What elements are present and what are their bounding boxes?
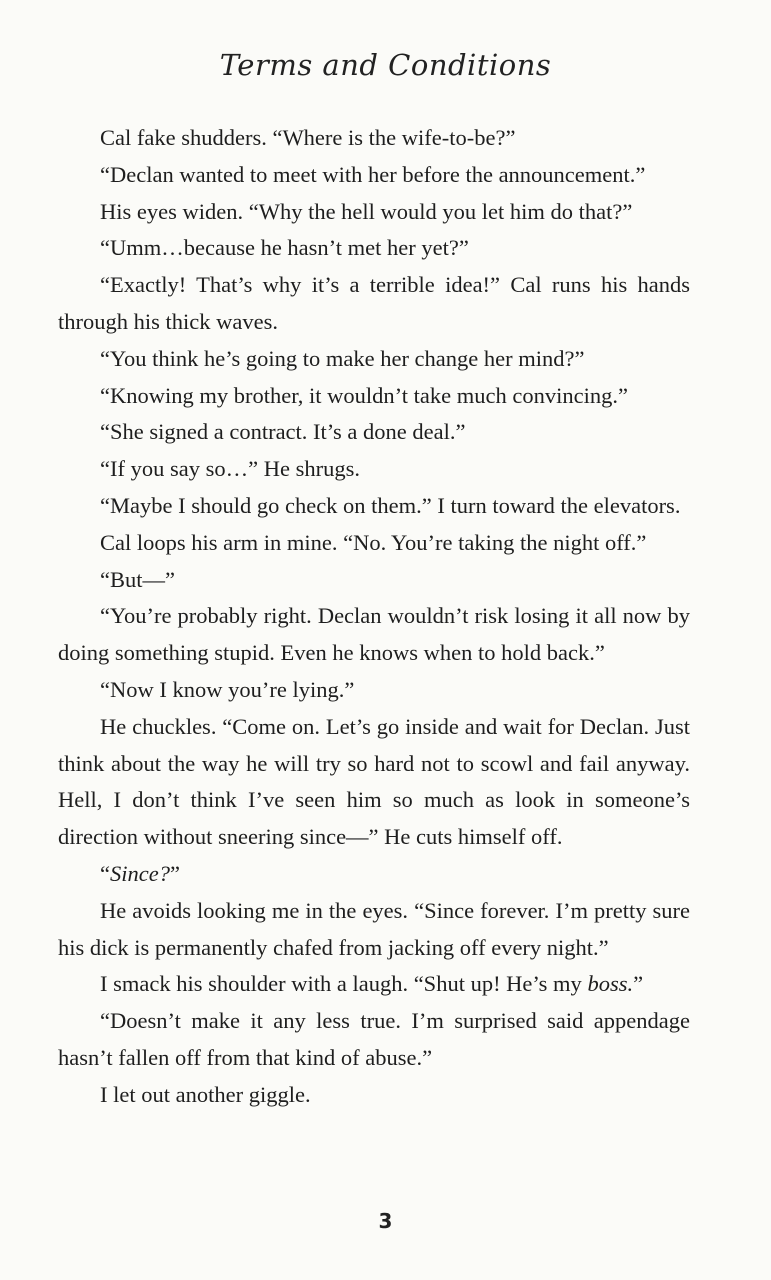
paragraph-since bbox=[58, 856, 690, 893]
paragraph: “Declan wanted to meet with her before the announcement.” bbox=[100, 161, 646, 187]
paragraph: He chuckles. “Come on. Let’s go inside and wait for Declan. Just think about the way he will try so hard not to scowl and fail anyway. Hell, I don’t think I’ve seen him so much as look in someone’s direction without sneering since—” He cuts himself off. bbox=[58, 713, 690, 850]
boss-close-quote: ” bbox=[633, 971, 644, 997]
boss-line-text: I smack his shoulder with a laugh. “Shut up! He’s my bbox=[100, 971, 588, 997]
paragraph: “She signed a contract. It’s a done deal.” bbox=[100, 419, 466, 445]
paragraph: “Doesn’t make it any less true. I’m surprised said appendage hasn’t fallen off from that kind of abuse.” bbox=[58, 1008, 690, 1070]
paragraph: He avoids looking me in the eyes. “Since forever. I’m pretty sure his dick is permanently chafed from jacking off every night.” bbox=[58, 897, 690, 960]
paragraph: “Exactly! That’s why it’s a terrible idea!” Cal runs his hands through his thick waves. bbox=[58, 272, 690, 334]
paragraph: “Knowing my brother, it wouldn’t take much convincing.” bbox=[100, 382, 628, 408]
paragraph: His eyes widen. “Why the hell would you let him do that?” bbox=[100, 198, 633, 224]
paragraph: “If you say so…” He shrugs. bbox=[100, 456, 360, 482]
boss-emphasis: boss. bbox=[587, 971, 634, 997]
paragraph: “You’re probably right. Declan wouldn’t risk losing it all now by doing something stupid. Even he knows when to hold back.” bbox=[58, 603, 690, 666]
page-number: 3 bbox=[378, 1209, 393, 1233]
paragraph: Cal loops his arm in mine. “No. You’re taking the night off.” bbox=[100, 529, 647, 555]
paragraph: “But—” bbox=[100, 566, 175, 592]
paragraph: “Now I know you’re lying.” bbox=[100, 676, 355, 702]
body-text bbox=[58, 120, 690, 1114]
paragraph-boss bbox=[58, 966, 690, 1003]
paragraph: I let out another giggle. bbox=[100, 1081, 311, 1107]
since-open-quote: “ bbox=[100, 860, 110, 886]
paragraph: “Maybe I should go check on them.” I turn toward the elevators. bbox=[100, 492, 681, 518]
running-title: Terms and Conditions bbox=[219, 48, 552, 82]
since-emphasis: Since? bbox=[110, 860, 170, 886]
paragraph: Cal fake shudders. “Where is the wife-to-be?” bbox=[100, 125, 516, 150]
paragraph: “You think he’s going to make her change her mind?” bbox=[100, 345, 585, 371]
since-close-quote: ” bbox=[169, 860, 180, 886]
paragraph: “Umm…because he hasn’t met her yet?” bbox=[100, 235, 469, 261]
